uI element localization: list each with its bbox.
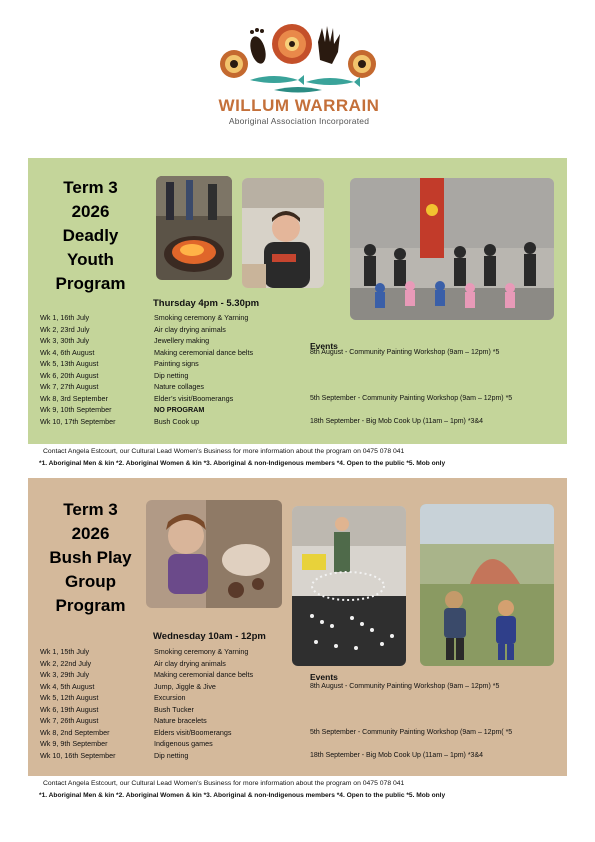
bush-program-panel [28,478,567,776]
schedule-row [40,381,560,393]
activity: NO PROGRAM [154,405,205,414]
youth-program-panel [28,158,567,444]
schedule-row [40,335,560,347]
week-date: Wk 10, 16th September [40,750,116,760]
schedule-row [40,704,560,716]
schedule-row [40,692,560,704]
activity: Nature collages [154,382,204,391]
title-line: 2026 [71,202,110,221]
week-date: Wk 2, 22nd July [40,658,92,668]
schedule-row [40,370,560,382]
schedule-row [40,727,560,739]
photo-youth-group [350,178,554,320]
activity: Elder’s visit/Boomerangs [154,393,234,403]
youth-session-time: Thursday 4pm - 5.30pm [153,298,260,309]
photo-dot-painting [292,506,406,666]
week-date: Wk 6, 19th August [40,704,99,714]
schedule-row [40,404,560,416]
activity: Air clay drying animals [154,324,226,334]
schedule-row [40,646,560,658]
title-line: Term 3 [63,500,118,519]
activity: Making ceremonial dance belts [154,670,254,679]
schedule-row [40,738,560,750]
event: 18th September - Big Mob Cook Up (11am – 1pm) *3&4 [310,751,484,759]
activity: Nature bracelets [154,716,207,725]
schedule-row [40,658,560,670]
title-line: Youth [67,250,114,269]
youth-contact-line [43,448,404,455]
title-line: Program [55,274,126,293]
schedule-row [40,358,560,370]
activity: Smoking ceremony & Yarning [154,313,249,322]
activity: Elders visit/Boomerangs [154,727,232,737]
week-date: Wk 3, 29th July [40,670,90,679]
title-line: Program [55,596,126,615]
event: 8th August - Community Painting Workshop (9am – 12pm) *5 [310,348,500,356]
activity: Indigenous games [154,739,213,748]
week-date: Wk 3, 30th July [40,336,90,345]
activity: Painting signs [154,359,199,368]
week-date: Wk 9, 10th September [40,405,112,414]
youth-program-title [28,176,153,296]
schedule-row [40,393,560,405]
schedule-row [40,669,560,681]
org-subtitle: Aboriginal Association Incorporated [228,116,370,126]
activity: Dip netting [154,750,189,760]
event: 8th August - Community Painting Workshop (9am – 12pm) *5 [310,682,500,690]
activity: Smoking ceremony & Yarning [154,647,249,656]
photo-kids-walking [420,504,554,666]
bush-program-title [28,498,153,618]
activity: Jewellery making [154,336,210,345]
org-name: WILLUM WARRAIN [218,96,380,115]
title-line: Bush Play [49,548,132,567]
title-line: 2026 [71,524,110,543]
schedule-row [40,715,560,727]
week-date: Wk 10, 17th September [40,416,116,426]
week-date: Wk 5, 12th August [40,693,99,702]
activity: Dip netting [154,370,189,380]
activity: Excursion [154,693,186,702]
event: 5th September - Community Painting Workshop (9am – 12pm) *5 [310,394,513,402]
schedule-row [40,324,560,336]
bush-events-heading: Events [310,672,338,682]
contact-text: Contact Angela Estcourt, our Cultural Lead Women’s Business for more information about the program on 0475 078 041 [43,780,405,787]
activity: Bush Cook up [154,416,200,426]
schedule-row [40,347,560,359]
activity: Jump, Jiggle & Jive [154,681,216,691]
event: 5th September - Community Painting Workshop (9am – 12pm( *5 [310,728,513,736]
activity: Making ceremonial dance belts [154,347,254,357]
schedule-row [40,416,560,428]
week-date: Wk 4, 6th August [40,347,95,357]
title-line: Deadly [62,226,119,245]
bush-session-time: Wednesday 10am - 12pm [153,631,266,642]
youth-events-heading: Events [310,341,338,351]
week-date: Wk 8, 3rd September [40,393,108,403]
week-date: Wk 8, 2nd September [40,727,110,737]
photo-fire-pit [156,176,232,280]
week-date: Wk 1, 16th July [40,313,90,322]
title-line: Group [65,572,116,591]
week-date: Wk 9, 9th September [40,739,108,748]
week-date: Wk 4, 5th August [40,681,95,691]
week-date: Wk 7, 26th August [40,716,99,725]
photo-boy-painting [242,178,324,288]
week-date: Wk 5, 13th August [40,359,99,368]
schedule-row [40,750,560,762]
youth-schedule [40,312,560,427]
week-date: Wk 2, 23rd July [40,324,90,334]
activity: Air clay drying animals [154,658,226,668]
week-date: Wk 1, 15th July [40,647,90,656]
bush-contact-line [43,780,404,787]
week-date: Wk 7, 27th August [40,382,99,391]
activity: Bush Tucker [154,704,194,714]
contact-text: Contact Angela Estcourt, our Cultural Lead Women’s Business for more information about the program on 0475 078 041 [43,448,405,455]
youth-footnote: *1. Aboriginal Men & kin *2. Aboriginal Women & kin *3. Aboriginal & non-Indigenous members *4. Open to the public *5. Mob only [39,460,446,467]
event: 18th September - Big Mob Cook Up (11am – 1pm) *3&4 [310,417,484,425]
schedule-row [40,681,560,693]
logo-artwork-icon [214,20,384,100]
title-line: Term 3 [63,178,118,197]
bush-footnote: *1. Aboriginal Men & kin *2. Aboriginal Women & kin *3. Aboriginal & non-Indigenous members *4. Open to the public *5. Mob only [39,792,446,799]
week-date: Wk 6, 20th August [40,370,99,380]
photo-kids-digging [146,500,282,608]
schedule-row [40,312,560,324]
bush-schedule [40,646,560,761]
